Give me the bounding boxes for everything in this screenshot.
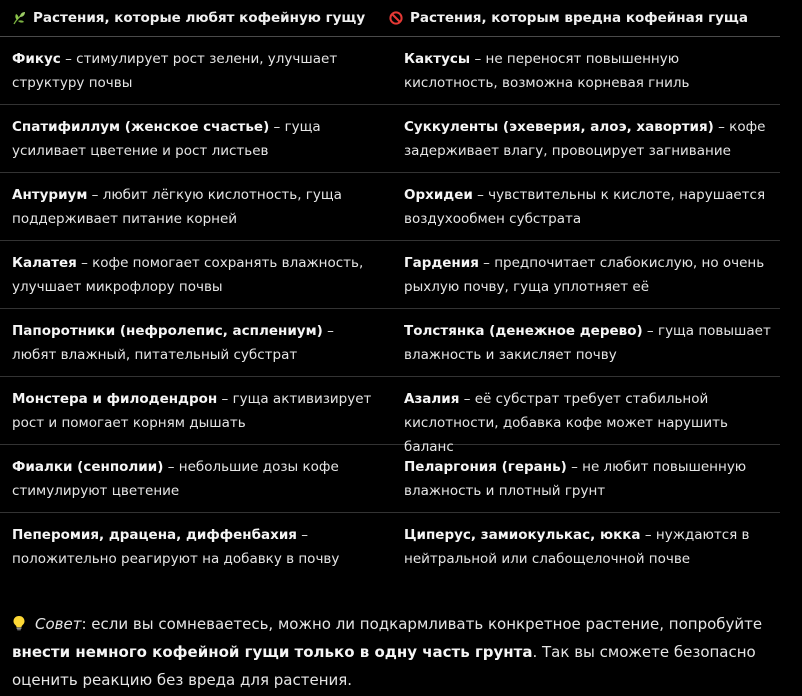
plant-description: – кофе задерживает влагу, провоцирует загнивание <box>404 119 766 159</box>
plant-name: Антуриум <box>12 187 88 203</box>
table-row <box>0 37 780 105</box>
tip-label: Совет <box>35 615 82 633</box>
light-bulb-icon <box>12 612 26 628</box>
plant-name: Азалия <box>404 391 460 407</box>
plant-description: – предпочитает слабокислую, но очень рыхлую почву, гуща уплотняет её <box>404 255 765 295</box>
herb-icon <box>12 11 26 25</box>
cell-harmful <box>393 173 780 240</box>
plant-description: – положительно реагируют на добавку в почву <box>12 527 340 567</box>
plant-description: – не любит повышенную влажность и плотный грунт <box>404 459 747 499</box>
plant-name: Фикус <box>12 51 61 67</box>
plant-name: Монстера и филодендрон <box>12 391 218 407</box>
plant-name: Кактусы <box>404 51 471 67</box>
plant-name: Пеперомия, драцена, диффенбахия <box>12 527 297 543</box>
cell-harmful <box>393 513 780 581</box>
header-right <box>381 10 780 26</box>
table-header <box>0 0 780 37</box>
table-row <box>0 445 780 513</box>
plant-name: Пеларгония (герань) <box>404 459 567 475</box>
plant-name: Папоротники (нефролепис, асплениум) <box>12 323 323 339</box>
tip-bold: внести немного кофейной гущи только в одну часть грунта <box>12 643 533 661</box>
plant-description: – любит лёгкую кислотность, гуща поддерживает питание корней <box>12 187 342 227</box>
cell-harmful <box>393 309 780 376</box>
header-left-label: Растения, которые любят кофейную гущу <box>33 10 366 26</box>
plant-description: – стимулирует рост зелени, улучшает структуру почвы <box>12 51 338 91</box>
cell-likes <box>0 377 393 444</box>
plant-description: – небольшие дозы кофе стимулируют цветение <box>12 459 339 499</box>
cell-likes <box>0 445 393 512</box>
plant-description: – гуща повышает влажность и закисляет почву <box>404 323 771 363</box>
plant-name: Калатея <box>12 255 77 271</box>
plant-name: Спатифиллум (женское счастье) <box>12 119 270 135</box>
cell-likes <box>0 309 393 376</box>
table-row <box>0 241 780 309</box>
tip-paragraph <box>12 610 782 694</box>
cell-likes <box>0 241 393 308</box>
cell-likes <box>0 513 393 581</box>
header-left <box>0 10 381 26</box>
plant-name: Фиалки (сенполии) <box>12 459 164 475</box>
table-row <box>0 105 780 173</box>
plant-description: – нуждаются в нейтральной или слабощелочной почве <box>404 527 750 567</box>
cell-harmful <box>393 105 780 172</box>
table-row <box>0 377 780 455</box>
plant-name: Циперус, замиокулькас, юкка <box>404 527 641 543</box>
plant-description: – любят влажный, питательный субстрат <box>12 323 334 363</box>
cell-harmful <box>393 37 780 104</box>
plant-name: Суккуленты (эхеверия, алоэ, хавортия) <box>404 119 714 135</box>
cell-likes <box>0 173 393 240</box>
table-row <box>0 173 780 241</box>
cell-likes <box>0 105 393 172</box>
cell-harmful <box>393 377 780 455</box>
tip-text-2: . Так вы сможете безопасно оценить реакцию без вреда для растения. <box>12 643 756 689</box>
plant-description: – гуща усиливает цветение и рост листьев <box>12 119 321 159</box>
table-row <box>0 309 780 377</box>
table-body <box>0 37 780 581</box>
plant-name: Орхидеи <box>404 187 473 203</box>
prohibited-icon <box>389 11 403 25</box>
header-right-label: Растения, которым вредна кофейная гуща <box>410 10 748 26</box>
plant-description: – её субстрат требует стабильной кислотности, добавка кофе может нарушить баланс <box>404 391 728 455</box>
tip-text-1: : если вы сомневаетесь, можно ли подкармливать конкретное растение, попробуйте <box>81 615 763 633</box>
cell-harmful <box>393 445 780 512</box>
plant-description: – чувствительны к кислоте, нарушается воздухообмен субстрата <box>404 187 766 227</box>
plant-description: – гуща активизирует рост и помогает корням дышать <box>12 391 372 431</box>
plant-name: Гардения <box>404 255 479 271</box>
plant-description: – не переносят повышенную кислотность, возможна корневая гниль <box>404 51 690 91</box>
plant-description: – кофе помогает сохранять влажность, улучшает микрофлору почвы <box>12 255 364 295</box>
table-row <box>0 513 780 581</box>
plant-name: Толстянка (денежное дерево) <box>404 323 643 339</box>
cell-likes <box>0 37 393 104</box>
cell-harmful <box>393 241 780 308</box>
